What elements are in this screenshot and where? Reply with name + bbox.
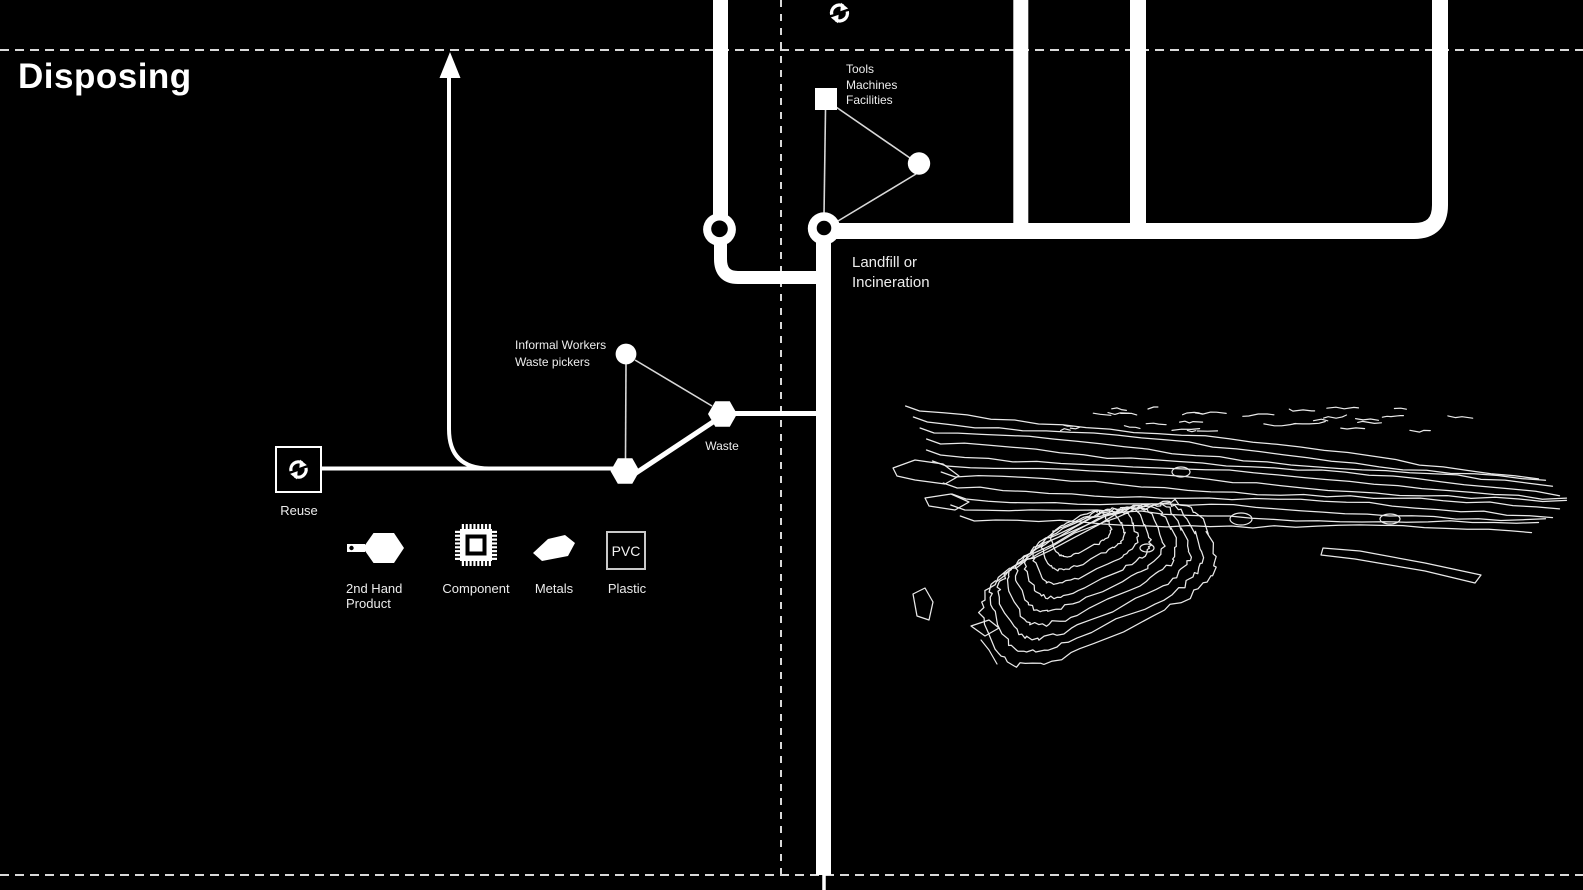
second-hand-line1: 2nd Hand	[346, 581, 403, 596]
junction-nodes	[703, 212, 840, 246]
legend-label-metals: Metals	[534, 581, 574, 596]
junction-node-left-hole	[711, 221, 728, 238]
sync-icon	[286, 457, 311, 482]
link-circle-to-junction	[838, 174, 916, 221]
sync-icon	[826, 0, 853, 26]
reuse-arrow-shaft	[449, 74, 489, 469]
facility-circle-node	[908, 152, 930, 174]
legend-label-component: Component	[442, 581, 510, 596]
reuse-hexagon-node	[611, 458, 640, 484]
legend-label-plastic: Plastic	[607, 581, 647, 596]
informal-workers-circle-node	[616, 344, 637, 365]
link-square-to-circle	[836, 107, 910, 158]
chip-icon	[455, 524, 497, 566]
pvc-box-icon	[606, 531, 646, 570]
second-hand-line2: Product	[346, 595, 391, 611]
pipe-elbow	[721, 228, 821, 278]
facility-label-line2: Machines	[846, 77, 898, 92]
facility-square-node	[815, 88, 837, 110]
tag-icon	[345, 531, 405, 565]
reuse-box	[275, 446, 322, 493]
landfill-destination-label	[852, 253, 930, 293]
landfill-label-line1: Landfill or	[852, 254, 918, 271]
informal-label-line1: Informal Workers	[515, 338, 607, 352]
link-circle-to-hexagon	[626, 364, 627, 459]
facility-cluster-label	[846, 62, 897, 109]
waste-node-label: Waste	[705, 439, 739, 453]
informal-label-line2: Waste pickers	[515, 355, 590, 369]
pipe-network	[721, 0, 1441, 890]
junction-node-landfill-hole	[817, 221, 832, 236]
facility-label-line3: Facilities	[846, 93, 893, 107]
informal-workers-label	[515, 337, 606, 371]
reuse-label: Reuse	[280, 503, 318, 518]
facility-label-line1: Tools	[846, 62, 875, 76]
link-circle-to-waste	[635, 360, 712, 406]
link-square-to-junction	[824, 110, 826, 215]
pvc-box-text: PVC	[611, 542, 641, 559]
page-title: Disposing	[18, 57, 192, 96]
ingot-icon	[528, 530, 578, 564]
landfill-label-line2: Incineration	[852, 274, 930, 291]
reuse-arrow-head	[440, 52, 461, 78]
